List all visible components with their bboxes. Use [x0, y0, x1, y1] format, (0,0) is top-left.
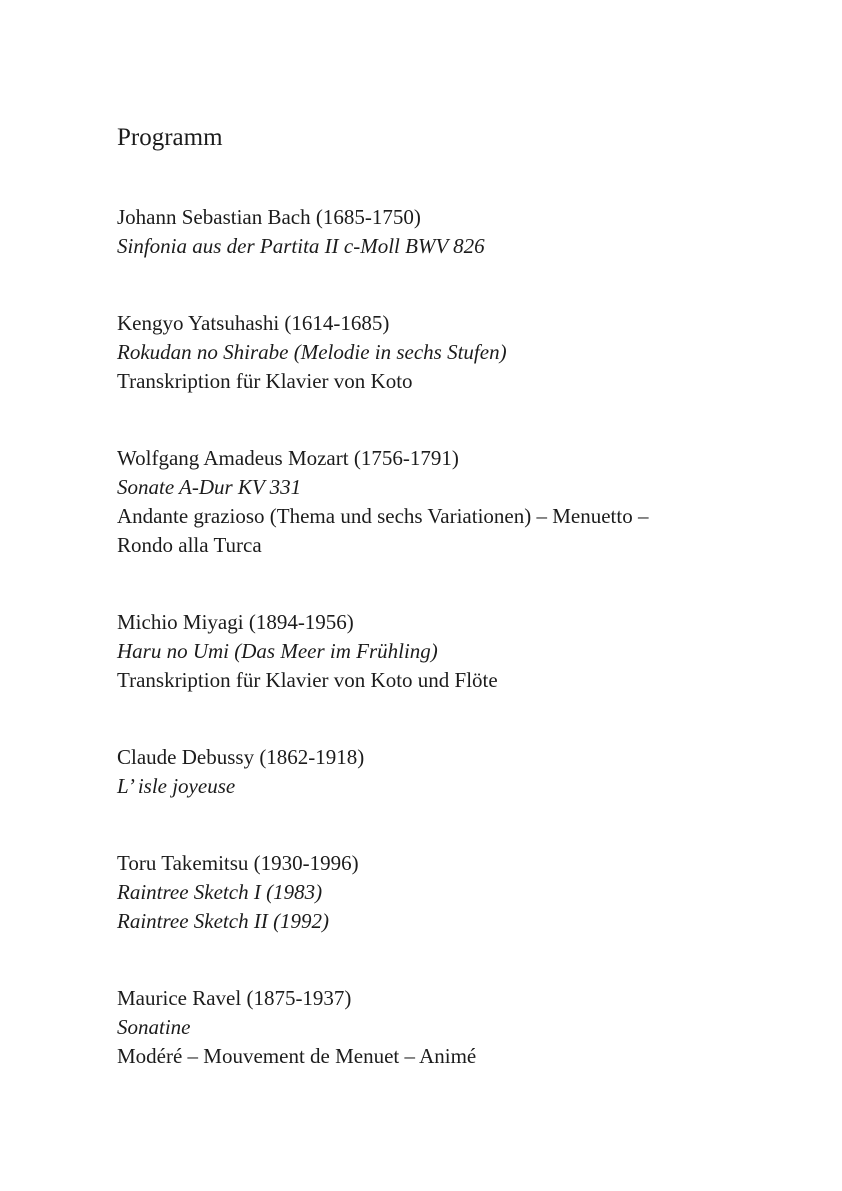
program-entry — [117, 309, 757, 396]
work-title: Rokudan no Shirabe (Melodie in sechs Stufen) — [117, 340, 507, 364]
program-entry — [117, 203, 757, 261]
program-entry — [117, 984, 757, 1071]
work-detail: Rondo alla Turca — [117, 533, 262, 557]
work-title: Raintree Sketch II (1992) — [117, 909, 330, 933]
composer-name: Claude Debussy (1862-1918) — [117, 745, 365, 769]
composer-name: Toru Takemitsu (1930-1996) — [117, 851, 359, 875]
program-entry — [117, 849, 757, 936]
program-entry — [117, 608, 757, 695]
work-detail: Transkription für Klavier von Koto — [117, 369, 413, 393]
composer-name: Wolfgang Amadeus Mozart (1756-1791) — [117, 446, 459, 470]
work-detail: Andante grazioso (Thema und sechs Variationen) – Menuetto – — [117, 504, 649, 528]
work-title: Raintree Sketch I (1983) — [117, 880, 323, 904]
page-title: Programm — [117, 124, 223, 151]
composer-name: Johann Sebastian Bach (1685-1750) — [117, 205, 421, 229]
program-entry — [117, 444, 757, 560]
work-title: L’ isle joyeuse — [117, 774, 236, 798]
work-title: Sonatine — [117, 1015, 191, 1039]
composer-name: Maurice Ravel (1875-1937) — [117, 986, 352, 1010]
work-detail: Modéré – Mouvement de Menuet – Animé — [117, 1044, 477, 1068]
work-detail: Transkription für Klavier von Koto und Flöte — [117, 668, 498, 692]
program-entry — [117, 743, 757, 801]
program-page — [117, 122, 757, 1119]
composer-name: Kengyo Yatsuhashi (1614-1685) — [117, 311, 390, 335]
work-title: Sonate A-Dur KV 331 — [117, 475, 302, 499]
work-title: Haru no Umi (Das Meer im Frühling) — [117, 639, 438, 663]
composer-name: Michio Miyagi (1894-1956) — [117, 610, 354, 634]
work-title: Sinfonia aus der Partita II c-Moll BWV 826 — [117, 234, 485, 258]
